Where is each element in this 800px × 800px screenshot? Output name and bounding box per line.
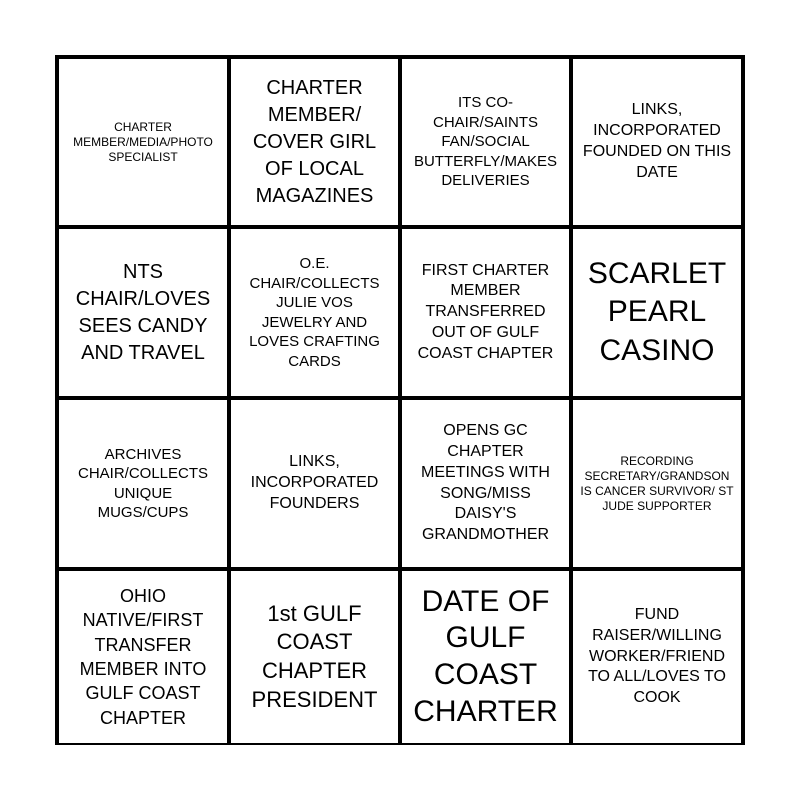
bingo-cell[interactable] — [402, 59, 569, 225]
bingo-cell[interactable] — [59, 229, 227, 396]
cell-text: RECORDING SECRETARY/GRANDSON IS CANCER SURVIVOR/ ST JUDE SUPPORTER — [580, 453, 734, 513]
bingo-cell[interactable] — [231, 571, 398, 743]
cell-text: FIRST CHARTER MEMBER TRANSFERRED OUT OF GULF COAST CHAPTER — [417, 261, 554, 362]
bingo-cell[interactable] — [402, 400, 569, 567]
bingo-cell[interactable] — [573, 400, 741, 567]
cell-text: FUND RAISER/WILLING WORKER/FRIEND TO ALL/LOVES TO COOK — [588, 606, 726, 707]
bingo-cell[interactable] — [59, 59, 227, 225]
cell-text: LINKS, INCORPORATED FOUNDERS — [250, 453, 379, 512]
cell-text: OHIO NATIVE/FIRST TRANSFER MEMBER INTO GULF COAST CHAPTER — [79, 586, 207, 728]
cell-text: LINKS, INCORPORATED FOUNDED ON THIS DATE — [582, 101, 732, 181]
cell-text: 1st GULF COAST CHAPTER PRESIDENT — [251, 600, 378, 712]
bingo-cell[interactable] — [402, 229, 569, 396]
cell-text: OPENS GC CHAPTER MEETINGS WITH SONG/MISS DAISY'S GRANDMOTHER — [421, 422, 550, 544]
bingo-cell[interactable] — [59, 400, 227, 567]
bingo-cell[interactable] — [573, 229, 741, 396]
cell-text: NTS CHAIR/LOVES SEES CANDY AND TRAVEL — [75, 260, 211, 364]
cell-text: SCARLET PEARL CASINO — [587, 256, 727, 367]
cell-text: ARCHIVES CHAIR/COLLECTS UNIQUE MUGS/CUPS — [77, 445, 209, 521]
bingo-cell[interactable] — [59, 571, 227, 743]
cell-text: O.E. CHAIR/COLLECTS JULIE VOS JEWELRY AND LOVES CRAFTING CARDS — [249, 255, 380, 370]
bingo-cell[interactable] — [231, 229, 398, 396]
cell-text: ITS CO-CHAIR/SAINTS FAN/SOCIAL BUTTERFLY/MAKES DELIVERIES — [413, 94, 558, 190]
cell-text: CHARTER MEMBER/ COVER GIRL OF LOCAL MAGAZINES — [252, 76, 377, 207]
bingo-cell[interactable] — [573, 59, 741, 225]
bingo-cell[interactable] — [402, 571, 569, 743]
bingo-board — [55, 55, 745, 745]
bingo-cell[interactable] — [573, 571, 741, 743]
bingo-cell[interactable] — [231, 59, 398, 225]
cell-text: DATE OF GULF COAST CHARTER — [413, 584, 558, 728]
cell-text: CHARTER MEMBER/MEDIA/PHOTO SPECIALIST — [73, 119, 213, 164]
bingo-cell[interactable] — [231, 400, 398, 567]
